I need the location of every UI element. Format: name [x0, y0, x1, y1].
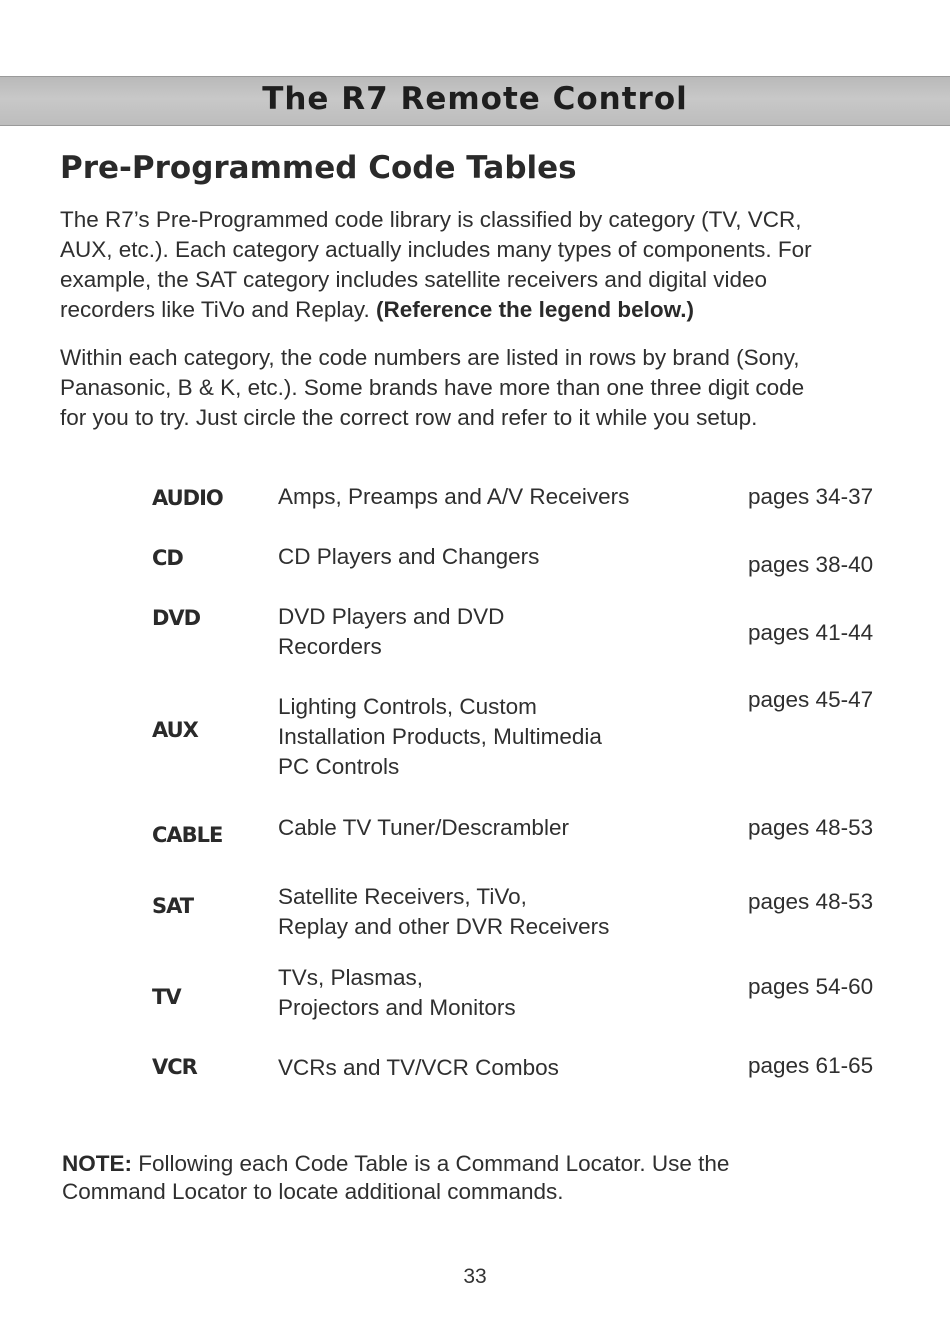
note-label: NOTE:	[62, 1151, 132, 1176]
legend-description	[278, 692, 698, 782]
legend-description	[278, 813, 698, 843]
legend-category: VCR	[152, 1055, 197, 1079]
legend-pages: pages 48-53	[748, 815, 874, 840]
legend-description-line: Lighting Controls, Custom	[278, 694, 537, 719]
note-paragraph	[62, 1150, 912, 1206]
legend-description	[278, 542, 698, 572]
intro-p1-line: example, the SAT category includes satellite receivers and digital video	[60, 267, 768, 292]
legend-description-line: Amps, Preamps and A/V Receivers	[278, 484, 630, 509]
legend-description-line: Satellite Receivers, TiVo,	[278, 884, 527, 909]
intro-paragraph-2	[60, 343, 910, 433]
legend-category: SAT	[152, 894, 194, 918]
intro-p2-line: Panasonic, B & K, etc.). Some brands have more than one three digit code	[60, 375, 805, 400]
legend-description-line: CD Players and Changers	[278, 544, 540, 569]
legend-row-vcr	[0, 1053, 950, 1143]
legend-pages: pages 45-47	[748, 687, 874, 712]
intro-p2-line: for you to try. Just circle the correct row and refer to it while you setup.	[60, 405, 758, 430]
legend-description-line: VCRs and TV/VCR Combos	[278, 1055, 559, 1080]
legend-description-line: Cable TV Tuner/Descrambler	[278, 815, 569, 840]
legend-description-line: PC Controls	[278, 754, 400, 779]
legend-description	[278, 963, 698, 1023]
legend-pages: pages 38-40	[748, 552, 874, 577]
legend-pages: pages 41-44	[748, 620, 874, 645]
legend-category: AUX	[152, 718, 198, 742]
legend-category: TV	[152, 985, 181, 1009]
legend-row-aux	[0, 687, 950, 782]
legend-description-line: TVs, Plasmas,	[278, 965, 424, 990]
legend-description-line: DVD Players and DVD	[278, 604, 505, 629]
legend-pages: pages 34-37	[748, 484, 874, 509]
legend-category: CABLE	[152, 823, 223, 847]
legend-row-sat	[0, 882, 950, 972]
legend-pages: pages 48-53	[748, 889, 874, 914]
legend-pages: pages 61-65	[748, 1053, 874, 1078]
intro-p1-line: AUX, etc.). Each category actually includes many types of components. For	[60, 237, 812, 262]
legend-description	[278, 1053, 698, 1083]
intro-p1-line: recorders like TiVo and Replay.	[60, 297, 370, 322]
legend-description	[278, 882, 698, 942]
intro-paragraph-1	[60, 205, 910, 325]
note-line: Following each Code Table is a Command Locator. Use the	[132, 1151, 730, 1176]
intro-p1-line: The R7’s Pre-Programmed code library is classified by category (TV, VCR,	[60, 207, 802, 232]
legend-description	[278, 602, 698, 662]
legend-pages: pages 54-60	[748, 974, 874, 999]
legend-row-dvd	[0, 602, 950, 692]
legend-row-tv	[0, 963, 950, 1053]
note-line: Command Locator to locate additional commands.	[62, 1179, 564, 1204]
section-title: Pre-Programmed Code Tables	[60, 150, 577, 186]
legend-description	[278, 482, 698, 512]
legend-description-line: Replay and other DVR Receivers	[278, 914, 610, 939]
intro-p2-line: Within each category, the code numbers are listed in rows by brand (Sony,	[60, 345, 800, 370]
legend-category: CD	[152, 546, 183, 570]
page-number: 33	[463, 1265, 487, 1288]
legend-description-line: Projectors and Monitors	[278, 995, 516, 1020]
legend-reference-note: (Reference the legend below.)	[376, 297, 694, 322]
page-header-title: The R7 Remote Control	[262, 81, 688, 117]
legend-category: AUDIO	[152, 486, 223, 510]
legend-description-line: Installation Products, Multimedia	[278, 724, 602, 749]
legend-category: DVD	[152, 606, 201, 630]
legend-description-line: Recorders	[278, 634, 382, 659]
